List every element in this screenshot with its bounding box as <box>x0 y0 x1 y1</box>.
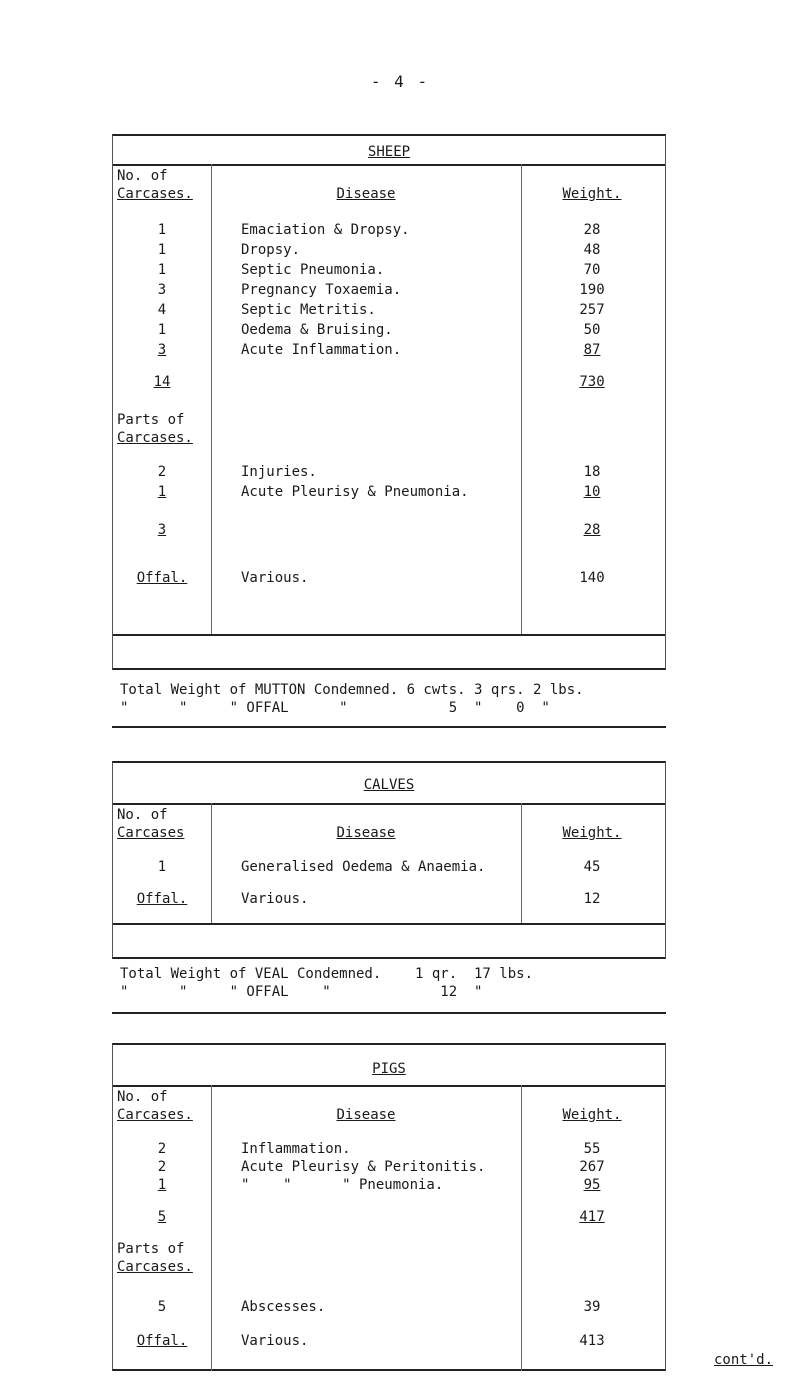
pigs-col-divider-2 <box>521 1085 522 1371</box>
sheep-row-weight: 28 <box>583 222 601 238</box>
pigs-offal-weight: 413 <box>579 1333 605 1349</box>
calves-offal-label: Offal. <box>136 891 188 907</box>
calves-row-disease: Generalised Oedema & Anaemia. <box>241 859 486 875</box>
sheep-row-disease: Acute Inflammation. <box>241 342 402 358</box>
calves-header-count-line1: No. of <box>117 807 168 823</box>
pigs-header-count-line1: No. of <box>117 1089 168 1105</box>
pigs-carcases-total-weight: 417 <box>579 1209 605 1225</box>
sheep-header-disease: Disease <box>336 186 396 202</box>
sheep-parts-row-count: 2 <box>157 464 167 480</box>
pigs-row-count: 2 <box>157 1141 167 1157</box>
sheep-row-count: 1 <box>157 322 167 338</box>
pigs-carcases-total-count: 5 <box>157 1209 167 1225</box>
sheep-offal-label: Offal. <box>136 570 188 586</box>
sheep-header-count-line2: Carcases. <box>117 186 193 202</box>
sheep-parts-row-disease: Injuries. <box>241 464 317 480</box>
pigs-col-divider-1 <box>211 1085 212 1371</box>
sheep-parts-total-count: 3 <box>157 522 167 538</box>
pigs-parts-label-line2: Carcases. <box>117 1259 193 1275</box>
pigs-row-weight: 95 <box>583 1177 601 1193</box>
calves-header-rule <box>113 803 665 805</box>
pigs-header-weight: Weight. <box>562 1107 622 1123</box>
sheep-offal-weight: 140 <box>579 570 605 586</box>
sheep-row-disease: Oedema & Bruising. <box>241 322 393 338</box>
sheep-parts-row-weight: 18 <box>583 464 601 480</box>
pigs-row-count: 2 <box>157 1159 167 1175</box>
pigs-header-disease: Disease <box>336 1107 396 1123</box>
sheep-parts-total-weight: 28 <box>583 522 601 538</box>
sheep-parts-row-weight: 10 <box>583 484 601 500</box>
sheep-row-count: 1 <box>157 222 167 238</box>
pigs-row-weight: 55 <box>583 1141 601 1157</box>
sheep-row-disease: Septic Pneumonia. <box>241 262 385 278</box>
pigs-row-disease: " " " Pneumonia. <box>241 1177 444 1193</box>
pigs-row-disease: Inflammation. <box>241 1141 351 1157</box>
calves-total-rule <box>113 923 665 925</box>
sheep-parts-row-disease: Acute Pleurisy & Pneumonia. <box>241 484 469 500</box>
calves-total-veal: Total Weight of VEAL Condemned. 1 qr. 17 lbs. <box>120 966 534 982</box>
sheep-row-weight: 87 <box>583 342 601 358</box>
calves-total-offal: " " " OFFAL " 12 " <box>120 984 483 1000</box>
pigs-row-weight: 267 <box>579 1159 605 1175</box>
pigs-parts-row-count: 5 <box>157 1299 167 1315</box>
pigs-offal-label: Offal. <box>136 1333 188 1349</box>
pigs-parts-row-weight: 39 <box>583 1299 601 1315</box>
sheep-row-disease: Dropsy. <box>241 242 301 258</box>
pigs-row-disease: Acute Pleurisy & Peritonitis. <box>241 1159 486 1175</box>
calves-row-weight: 45 <box>583 859 601 875</box>
sheep-table <box>112 134 666 670</box>
pigs-title: PIGS <box>372 1061 406 1077</box>
sheep-row-disease: Septic Metritis. <box>241 302 376 318</box>
sheep-row-weight: 257 <box>579 302 605 318</box>
sheep-offal-disease: Various. <box>241 570 309 586</box>
pigs-header-rule <box>113 1085 665 1087</box>
calves-header-count-line2: Carcases <box>117 825 185 841</box>
pigs-parts-label-line1: Parts of <box>117 1241 185 1257</box>
sheep-parts-label-line1: Parts of <box>117 412 185 428</box>
page-number: - 4 - <box>370 72 430 91</box>
pigs-header-count-line2: Carcases. <box>117 1107 193 1123</box>
pigs-offal-disease: Various. <box>241 1333 309 1349</box>
sheep-total-mutton: Total Weight of MUTTON Condemned. 6 cwts. 3 qrs. 2 lbs. <box>120 682 584 698</box>
sheep-row-disease: Emaciation & Dropsy. <box>241 222 410 238</box>
pigs-table <box>112 1043 666 1371</box>
calves-header-disease: Disease <box>336 825 396 841</box>
calves-offal-weight: 12 <box>583 891 601 907</box>
sheep-title: SHEEP <box>367 144 411 160</box>
calves-header-weight: Weight. <box>562 825 622 841</box>
sheep-bottom-rule <box>112 726 666 728</box>
sheep-total-rule <box>113 634 665 636</box>
sheep-row-count: 1 <box>157 262 167 278</box>
sheep-parts-label-line2: Carcases. <box>117 430 193 446</box>
sheep-carcases-total-weight: 730 <box>579 374 605 390</box>
sheep-total-offal: " " " OFFAL " 5 " 0 " <box>120 700 550 716</box>
sheep-row-count: 3 <box>157 282 167 298</box>
sheep-carcases-total-count: 14 <box>153 374 171 390</box>
calves-row-count: 1 <box>157 859 167 875</box>
calves-col-divider-1 <box>211 803 212 923</box>
sheep-header-rule <box>113 164 665 166</box>
pigs-parts-row-disease: Abscesses. <box>241 1299 326 1315</box>
sheep-col-divider-1 <box>211 164 212 634</box>
sheep-row-weight: 48 <box>583 242 601 258</box>
continued-note: cont'd. <box>714 1352 774 1368</box>
pigs-row-count: 1 <box>157 1177 167 1193</box>
sheep-row-count: 1 <box>157 242 167 258</box>
calves-offal-disease: Various. <box>241 891 309 907</box>
sheep-row-count: 4 <box>157 302 167 318</box>
calves-title: CALVES <box>363 777 415 793</box>
sheep-parts-row-count: 1 <box>157 484 167 500</box>
sheep-row-weight: 190 <box>579 282 605 298</box>
sheep-row-weight: 50 <box>583 322 601 338</box>
sheep-header-weight: Weight. <box>562 186 622 202</box>
calves-bottom-rule <box>112 1012 666 1014</box>
sheep-header-count-line1: No. of <box>117 168 168 184</box>
calves-table <box>112 761 666 959</box>
sheep-row-disease: Pregnancy Toxaemia. <box>241 282 402 298</box>
sheep-row-count: 3 <box>157 342 167 358</box>
sheep-row-weight: 70 <box>583 262 601 278</box>
